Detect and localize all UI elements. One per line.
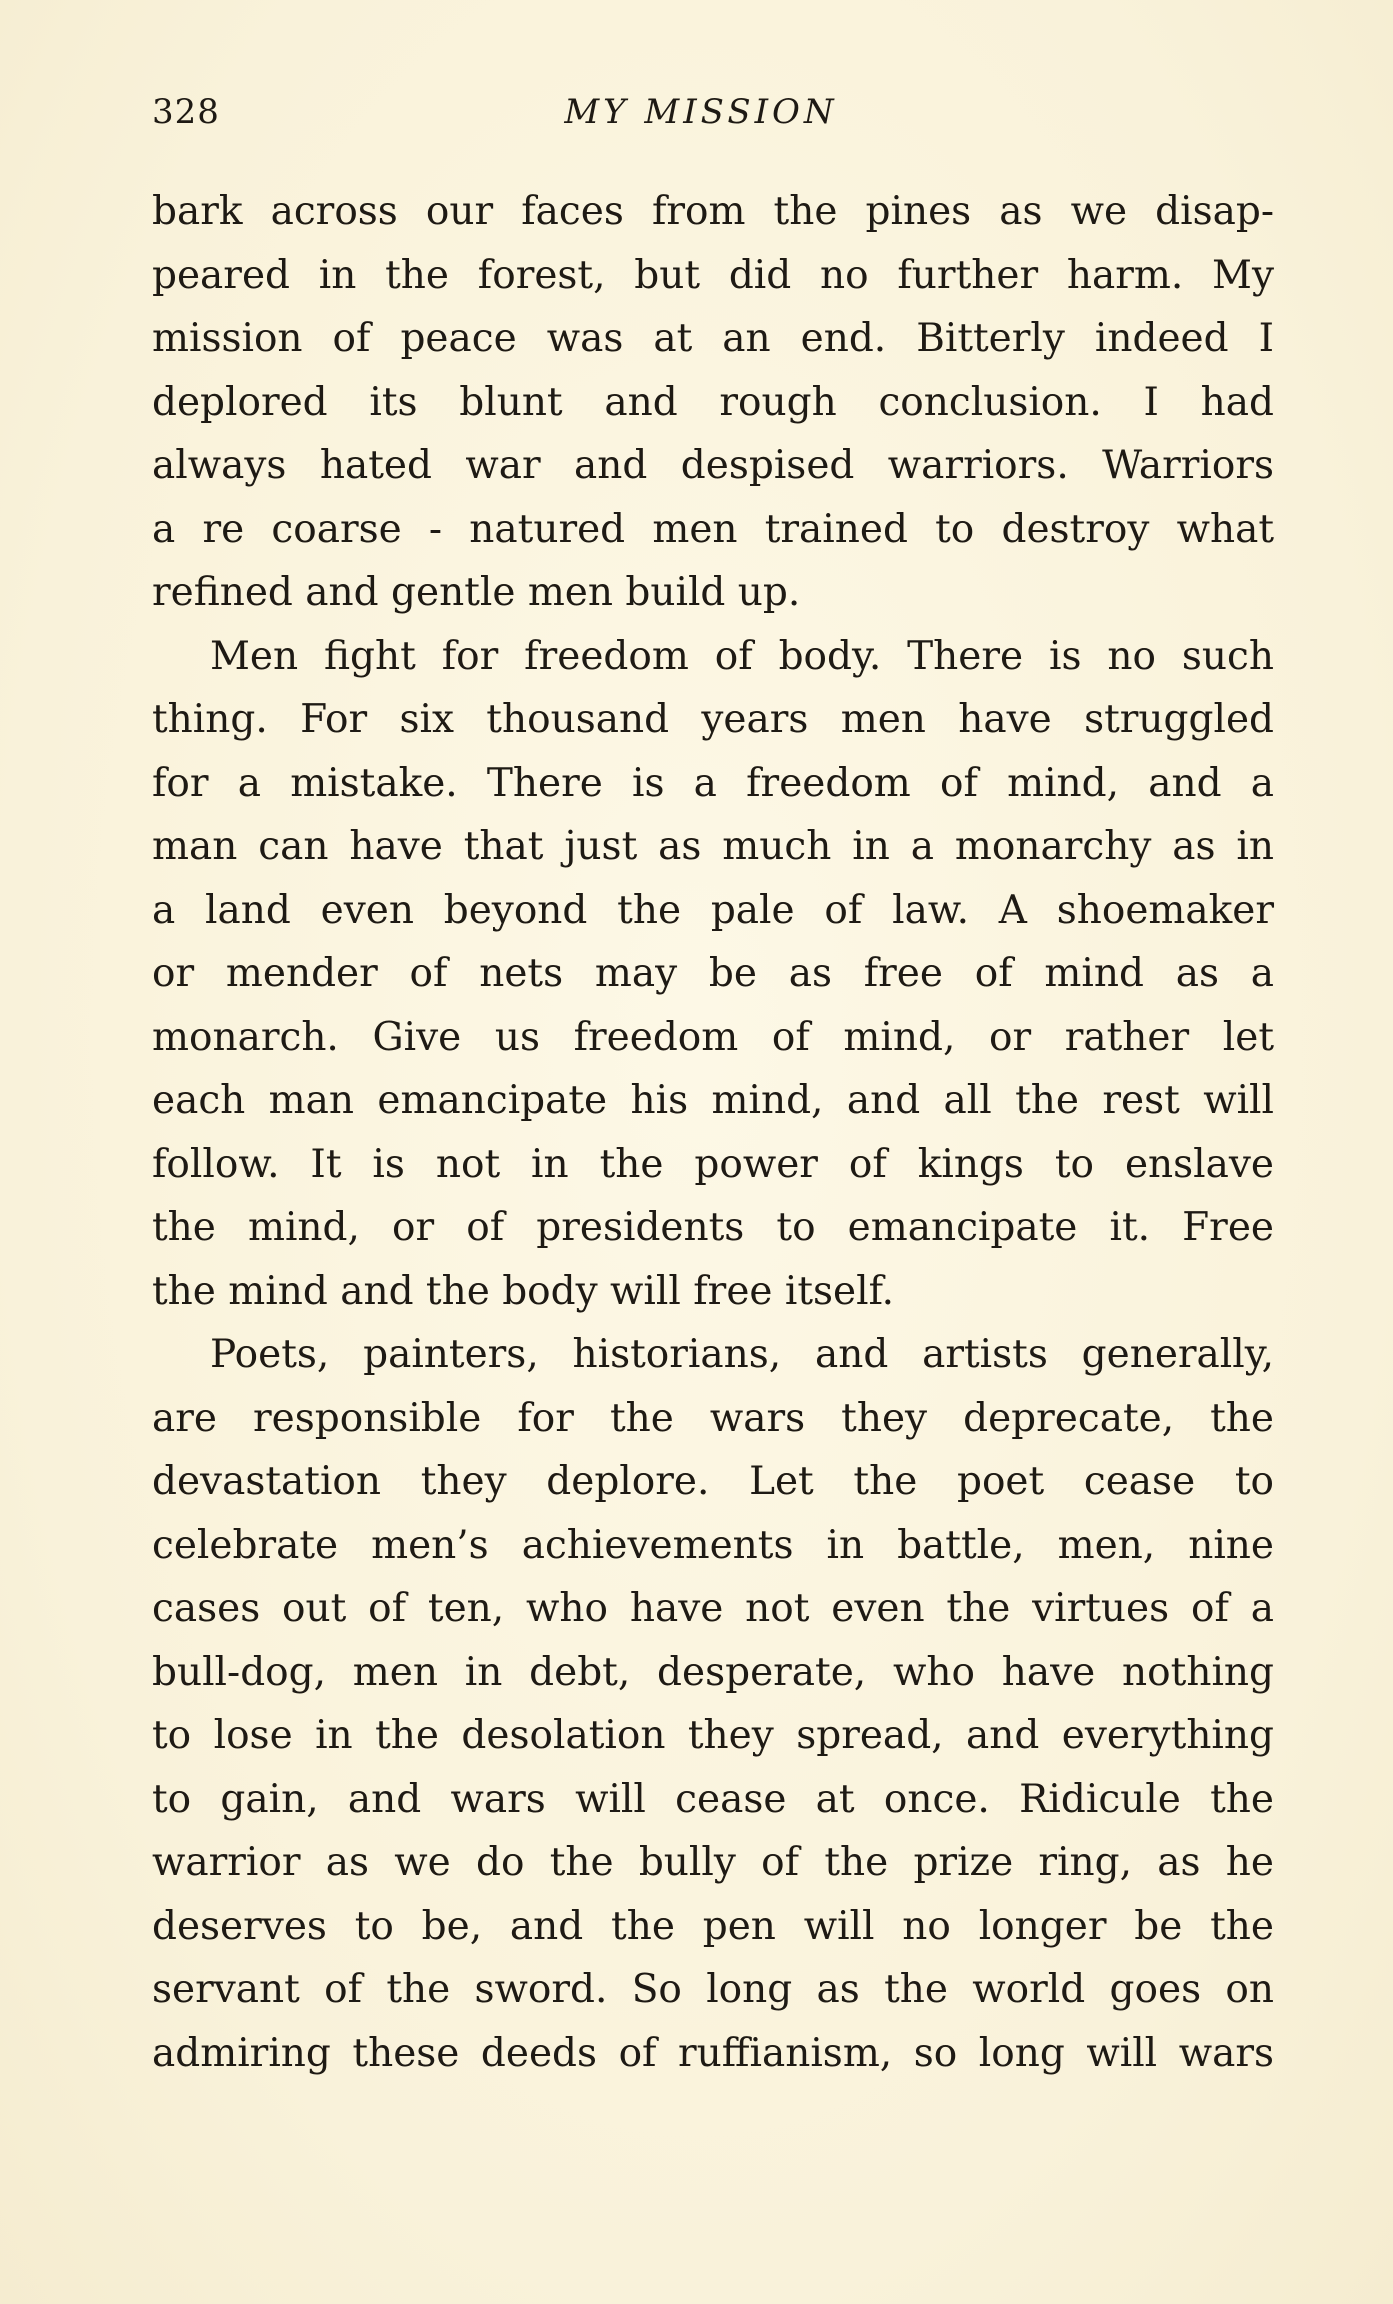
text-line: the mind and the body will free itself. [152,1268,895,1314]
text-line: the mind, or of presidents to emancipate it. Free [152,1205,1274,1250]
text-line: a re coarse - natured men trained to destroy what [152,506,1274,552]
text-line: always hated war and despised warriors. Warriors [152,443,1274,488]
text-line: or mender of nets may be as free of mind as a [152,951,1274,996]
text-line: admiring these deeds of ruffianism, so long will wars [152,2030,1274,2076]
text-line: Men fight for freedom of body. There is no such [210,633,1274,679]
page-number: 328 [152,92,220,132]
text-line: cases out of ten, who have not even the virtues of a [152,1586,1274,1631]
text-line: man can have that just as much in a monarchy as in [152,824,1274,869]
running-head [152,92,1262,144]
text-line: to gain, and wars will cease at once. Ridicule the [152,1776,1274,1822]
text-line: follow. It is not in the power of kings to enslave [152,1141,1274,1187]
text-line: celebrate men’s achievements in battle, men, nine [152,1522,1274,1568]
text-line: thing. For six thousand years men have struggled [152,697,1274,742]
text-line: servant of the sword. So long as the world goes on [152,1967,1274,2012]
text-line: are responsible for the wars they deprecate, the [152,1395,1274,1441]
text-line: warrior as we do the bully of the prize ring, as he [152,1840,1274,1885]
body-text [152,180,1274,2085]
text-line: peared in the forest, but did no further harm. My [152,252,1274,298]
text-line: to lose in the desolation they spread, and everything [152,1713,1274,1758]
text-line: each man emancipate his mind, and all the rest will [152,1078,1274,1123]
running-title: MY MISSION [564,92,838,132]
text-line: devastation they deplore. Let the poet cease to [152,1459,1274,1504]
text-line: bull-dog, men in debt, desperate, who have nothing [152,1649,1274,1695]
text-line: a land even beyond the pale of law. A shoemaker [152,887,1274,933]
text-line: refined and gentle men build up. [152,570,801,615]
text-line: for a mistake. There is a freedom of mind, and a [152,760,1274,806]
text-line: deplored its blunt and rough conclusion. I had [152,379,1274,425]
text-line: bark across our faces from the pines as we disap- [152,189,1274,234]
text-line: mission of peace was at an end. Bitterly indeed I [152,316,1274,361]
text-line: monarch. Give us freedom of mind, or rather let [152,1014,1274,1060]
text-line: Poets, painters, historians, and artists generally, [210,1332,1274,1377]
text-line: deserves to be, and the pen will no longer be the [152,1903,1274,1949]
